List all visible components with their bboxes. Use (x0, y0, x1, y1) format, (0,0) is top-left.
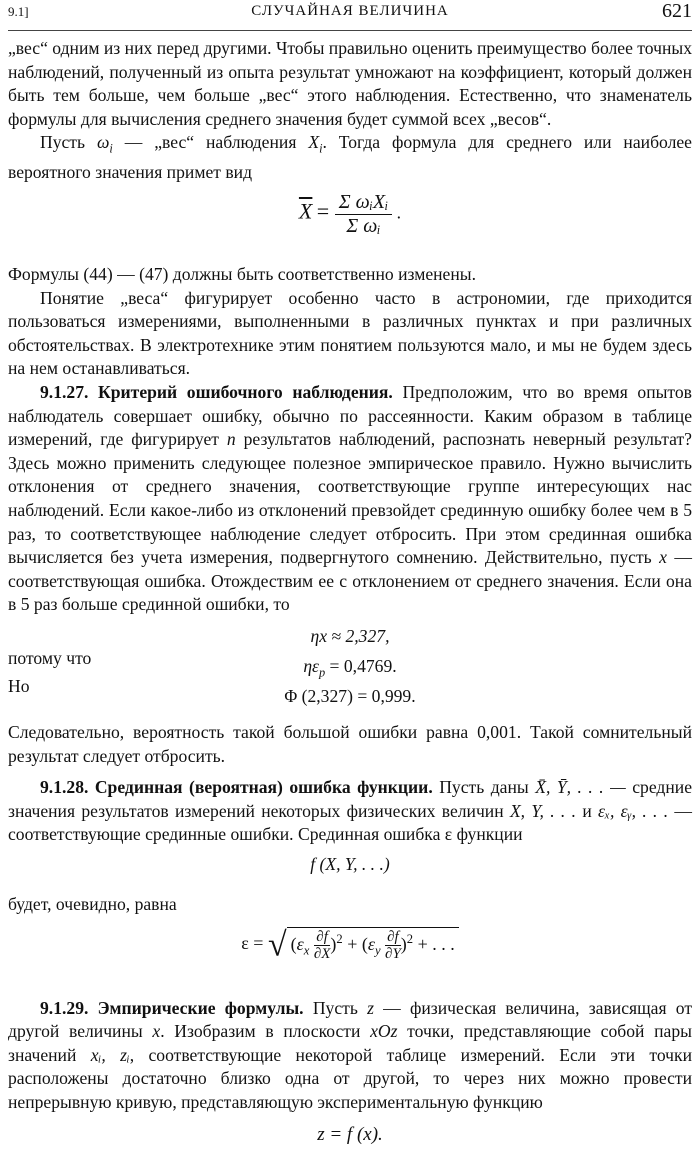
error-propagation-formula: $\varepsilon = √(\varepsilon_x$ $\frac{\partial f}{\partial X}$ )$^2 + (\varepsilon_y$ $\frac{\partial f}{\partial Y}$ )$^2$ + . . . (8, 917, 692, 991)
formula-denominator: Σ ωᵢ (346, 215, 381, 238)
weighted-mean-formula: $\overline{X}$ = $\frac{\text{Σ ωᵢXᵢ}}{\text{Σ ωᵢ}}$ . (298, 191, 402, 238)
book-page (8, 0, 692, 1157)
equation-side-text: потому что (8, 647, 92, 668)
section-9-1-29: 9.1.29. Эмпирические формулы. Пусть z — физическая величина, зависящая от другой величины x. Изобразим в плоскости xOz точки, представляющие собой пары значений xᵢ, zᵢ, соответствующие некоторой таблице измерений. Если эти точки расположены достаточно близко одна от другой, то через них можно провести непрерывную кривую, представляющую экспериментальную функцию (8, 997, 693, 1112)
paragraph-obviously-equals: будет, очевидно, равна (8, 893, 177, 914)
function-expression: f (X, Y, . . .) (310, 853, 390, 874)
paragraph-formulas-changed: Формулы (44) — (47) должны быть соответственно изменены. (8, 264, 476, 285)
equation-eta-ep: потому что $\eta\varepsilon_p = 0,4769$. (8, 647, 397, 680)
empirical-function: z = f (x). (317, 1123, 383, 1145)
running-header (8, 0, 692, 31)
page-number: 621 (662, 0, 692, 22)
equation-eta-x: ηx ≈ 2,327, (310, 625, 390, 646)
running-title: СЛУЧАЙНАЯ ВЕЛИЧИНА (251, 3, 449, 19)
paragraph-weight-definition: Пусть $\omega_i$ — „вес“ наблюдения $X_i$. Тогда формула для среднего или наиболее вероятного значения примет вид (8, 132, 692, 183)
section-9-1-28: 9.1.28. Срединная (вероятная) ошибка функции. Пусть даны X̄, Ȳ, . . . — средние значения результатов измерений некоторых физических величин X, Y, . . . и εₓ, εᵧ, . . . — соответствующие срединные ошибки. Срединная ошибка ε функции (8, 777, 693, 845)
formula-numerator: Σ ωᵢXᵢ (335, 191, 393, 215)
equation-phi: Но Φ (2,327) = 0,999. (8, 675, 416, 706)
section-9-1-27: 9.1.27. Критерий ошибочного наблюдения. Предположим, что во время опытов наблюдатель совершает ошибку, обычно по рассеянности. Каким образом в таблице измерений, где фигурирует n результатов наблюдений, распознать неверный результат? Здесь можно применить следующее полезное эмпирическое правило. Нужно вычислить отклонения от среднего значения, соответствующие группе интересующих нас наблюдений. Если какое-либо из отклонений превзойдет срединную ошибку более чем в 5 раз, то соответствующее наблюдение следует отбросить. При этом срединная ошибка вычисляется без учета измерения, подвергнутого сомнению. Действительно, пусть x — соответствующая ошибка. Отождествим ее с отклонением от среднего значения. Если она в 5 раз больше срединной ошибки, то (8, 382, 692, 615)
paragraph-probability: Следовательно, вероятность такой большой ошибки равна 0,001. Такой сомнительный результат следует отбросить. (8, 721, 692, 766)
section-title-9-1-27: 9.1.27. Критерий ошибочного наблюдения. (40, 382, 393, 403)
paragraph-weights: „вес“ одним из них перед другими. Чтобы правильно оценить преимущество более точных наблюдений, полученный из опыта результат умножают на коэффициент, который должен быть тем больше, чем больше „вес“ этого наблюдения. Естественно, что знаменатель формулы для вычисления среднего значения будет суммой всех „весов“. (8, 38, 692, 129)
equation-side-text: Но (8, 675, 30, 696)
section-reference: 9.1] (8, 4, 29, 19)
section-title-9-1-29: 9.1.29. Эмпирические формулы. (40, 997, 304, 1018)
section-title-9-1-28: 9.1.28. Срединная (вероятная) ошибка функции. (40, 777, 433, 798)
paragraph-weight-astronomy: Понятие „веса“ фигурирует особенно часто в астрономии, где приходится пользоваться измерениями, выполненными в различных пунктах и при различных обстоятельствах. В электротехнике этим понятием пользуются мало, и мы не будем здесь на нем останавливаться. (8, 287, 692, 379)
